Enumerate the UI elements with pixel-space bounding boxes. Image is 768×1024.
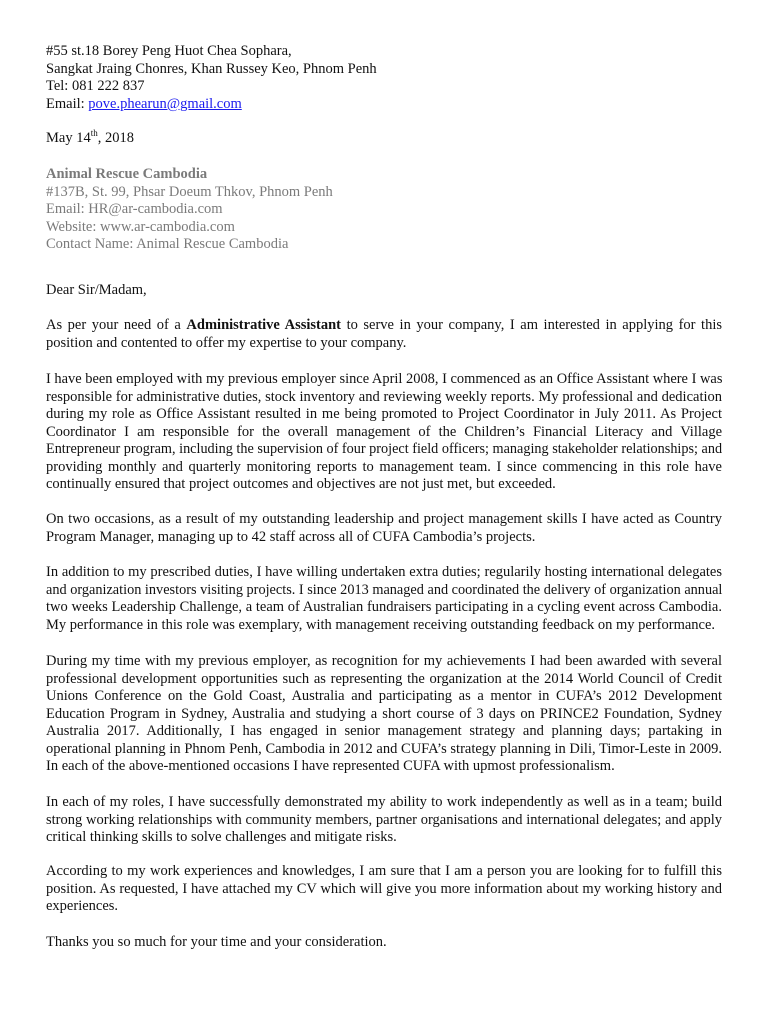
recipient-address: #137B, St. 99, Phsar Doeum Thkov, Phnom Penh [46, 183, 333, 200]
paragraph-line: In addition to my prescribed duties, I have willing undertaken extra duties; regularily hosting international delegates [46, 564, 722, 580]
salutation [46, 282, 722, 300]
recipient-name: Animal Rescue Cambodia [46, 166, 208, 182]
paragraph-line: and organization investors visiting projects. I since 2013 managed and coordinated the delivery of organization annual [46, 581, 723, 598]
date-suffix: th [90, 128, 98, 139]
sender-address-line2: Sangkat Jraing Chonres, Khan Russey Keo, Phnom Penh [46, 60, 377, 77]
paragraph-line [46, 317, 722, 335]
paragraph-line: Coordinator I am responsible for the overall management of the Children’s Financial Literacy and Village [46, 423, 722, 440]
para1-text: As per your need of a [46, 317, 187, 333]
paragraph-line: My performance in this role was exemplary, with management receiving outstanding feedback on my performance. [46, 616, 716, 633]
sender-email-line [46, 96, 722, 114]
recipient-website: Website: www.ar-cambodia.com [46, 218, 235, 235]
paragraph-6 [46, 794, 722, 847]
paragraph-1 [46, 317, 722, 352]
paragraph-line: Entrepreneur program, including the supervision of four project field officers; managing stakeholder relationships; and [46, 441, 723, 457]
paragraph-line: critical thinking skills to solve challenges and mitigate risks. [46, 829, 397, 845]
paragraph-line: I have been employed with my previous employer since April 2008, I commenced as an Office Assistant where I was [46, 371, 723, 387]
paragraph-line: two weeks Leadership Challenge, a team of Australian fundraisers participating in a cycling event across Cambodia. [46, 599, 722, 615]
paragraph-line: providing monthly and quarterly monitoring reports to management team. I since commencing in this role have [46, 458, 722, 475]
paragraph-line: experiences. [46, 898, 119, 914]
recipient-contact: Contact Name: Animal Rescue Cambodia [46, 236, 289, 252]
paragraph-line: position and contented to offer my expertise to your company. [46, 334, 407, 351]
recipient-block [46, 166, 722, 254]
paragraph-line: In each of the above-mentioned occasions I have represented CUFA with upmost professionalism. [46, 758, 615, 774]
paragraph-line: Education Program in Sydney, Australia and studying a short course of 3 days on PRINCE2 Foundation, Sydney [46, 705, 722, 722]
paragraph-5 [46, 653, 722, 776]
date-month-day: May 14 [46, 130, 91, 146]
paragraph-line: position. As requested, I have attached my CV which will give you more information about my working history and [46, 880, 722, 897]
paragraph-line: Program Manager, managing up to 42 staff across all of CUFA Cambodia’s projects. [46, 528, 536, 545]
para1-text: to serve in your company, I am interested in applying for this [341, 317, 722, 333]
date-line [46, 130, 722, 148]
paragraph-line: operational planning in Phnom Penh, Cambodia in 2012 and CUFA’s strategy planning in Dili, Timor-Leste in 2009. [46, 740, 722, 757]
paragraph-line: continually ensured that project outcomes and objectives are not just met, but exceeded. [46, 476, 556, 492]
paragraph-line: responsible for administrative duties, stock inventory and reviewing weekly reports. My professional and dedication [46, 388, 722, 405]
paragraph-line: On two occasions, as a result of my outstanding leadership and project management skills I have acted as Country [46, 511, 722, 527]
paragraph-line: Unions Conference on the Gold Coast, Australia and participating as a mentor in CUFA’s 2012 Development [46, 688, 722, 704]
paragraph-line: In each of my roles, I have successfully demonstrated my ability to work independently as well as in a team; build [46, 794, 722, 810]
sender-email-link[interactable]: pove.phearun@gmail.com [88, 95, 242, 112]
date-year: , 2018 [97, 130, 134, 146]
salutation-text: Dear Sir/Madam, [46, 282, 147, 298]
paragraph-line: Australia 2017. Additionally, I has engaged in senior management strategy and planning days; partaking in [46, 723, 722, 739]
sender-address-line1: #55 st.18 Borey Peng Huot Chea Sophara, [46, 43, 292, 59]
paragraph-line: professional development opportunities such as representing the organization at the 2014 World Council of Credit [46, 670, 722, 687]
job-title: Administrative Assistant [186, 317, 342, 333]
closing-text: Thanks you so much for your time and your consideration. [46, 934, 387, 950]
paragraph-3 [46, 511, 722, 546]
paragraph-4 [46, 564, 722, 634]
sender-block [46, 43, 722, 113]
paragraph-line: strong working relationships with community members, partner organisations and international delegates; and apply [46, 811, 722, 828]
paragraph-7 [46, 863, 722, 916]
closing [46, 934, 722, 952]
paragraph-line: According to my work experiences and knowledges, I am sure that I am a person you are looking for to fulfill this [46, 863, 722, 879]
sender-email-label: Email: [46, 95, 89, 112]
paragraph-2 [46, 371, 722, 494]
sender-tel: Tel: 081 222 837 [46, 78, 145, 94]
recipient-email: Email: HR@ar-cambodia.com [46, 201, 223, 217]
paragraph-line: During my time with my previous employer, as recognition for my achievements I had been awarded with several [46, 653, 722, 669]
paragraph-line: during my role as Office Assistant resulted in me being promoted to Project Coordinator in July 2011. As Project [46, 406, 722, 422]
